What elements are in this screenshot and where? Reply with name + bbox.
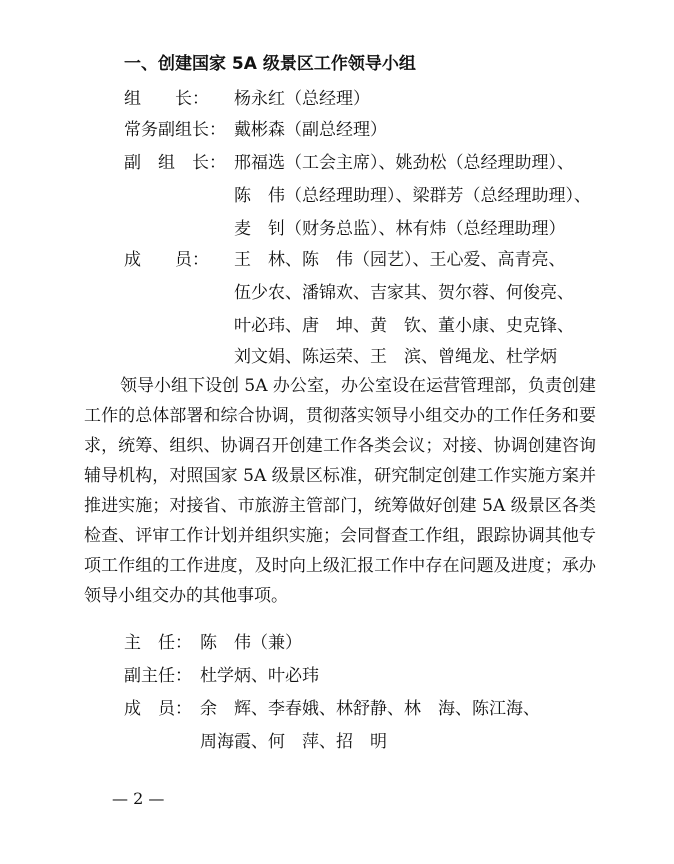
office-director-label: 主 任： xyxy=(124,633,192,653)
section-title: 一、创建国家 5A 级景区工作领导小组 xyxy=(124,54,416,74)
members-line: 刘文娟、陈运荣、王 滨、曾绳龙、杜学炳 xyxy=(234,347,557,367)
page-number: — 2 — xyxy=(112,789,165,808)
office-paragraph: 领导小组下设创 5A 办公室，办公室设在运营管理部，负责创建工作的总体部署和综合协调，贯彻落实领导小组交办的工作任务和要求，统筹、组织、协调召开创建工作各类会议；对接、协调创建咨询辅导机构，对照国家 5A 级景区标准，研究制定创建工作实施方案并推进实施；对接省、市旅游主管部门，统筹做好创建 5A 级景区各类检查、评审工作计划并组织实施；会同督查工作组，跟踪协调其他专项工作组的工作进度，及时向上级汇报工作中存在问题及进度；承办领导小组交办的其他事项。 xyxy=(84,376,596,606)
deputy-leaders-line: 麦 钊（财务总监）、林有炜（总经理助理） xyxy=(234,219,566,239)
deputy-leaders-label: 副 组 长： xyxy=(124,153,226,173)
group-leader-label: 组 长： xyxy=(124,89,209,109)
office-deputy-label: 副主任： xyxy=(124,666,192,686)
members-line: 王 林、陈 伟（园艺）、王心爱、高青亮、 xyxy=(234,250,566,270)
group-leader-value: 杨永红（总经理） xyxy=(234,89,370,109)
office-members-line: 余 辉、李春娥、林舒静、林 海、陈江海、 xyxy=(200,699,540,719)
executive-deputy-label: 常务副组长： xyxy=(124,120,226,140)
members-line: 伍少农、潘锦欢、吉家其、贺尔蓉、何俊亮、 xyxy=(234,283,574,303)
executive-deputy-value: 戴彬森（副总经理） xyxy=(234,120,387,140)
office-members-label: 成 员： xyxy=(124,699,192,719)
office-director-value: 陈 伟（兼） xyxy=(200,633,302,653)
members-line: 叶必玮、唐 坤、黄 钦、董小康、史克锋、 xyxy=(234,316,574,336)
office-members-line: 周海霞、何 萍、招 明 xyxy=(200,732,387,752)
members-label: 成 员： xyxy=(124,250,209,270)
office-deputy-value: 杜学炳、叶必玮 xyxy=(200,666,319,686)
deputy-leaders-line: 陈 伟（总经理助理）、梁群芳（总经理助理）、 xyxy=(234,186,591,206)
deputy-leaders-line: 邢福选（工会主席）、姚劲松（总经理助理）、 xyxy=(234,153,574,173)
